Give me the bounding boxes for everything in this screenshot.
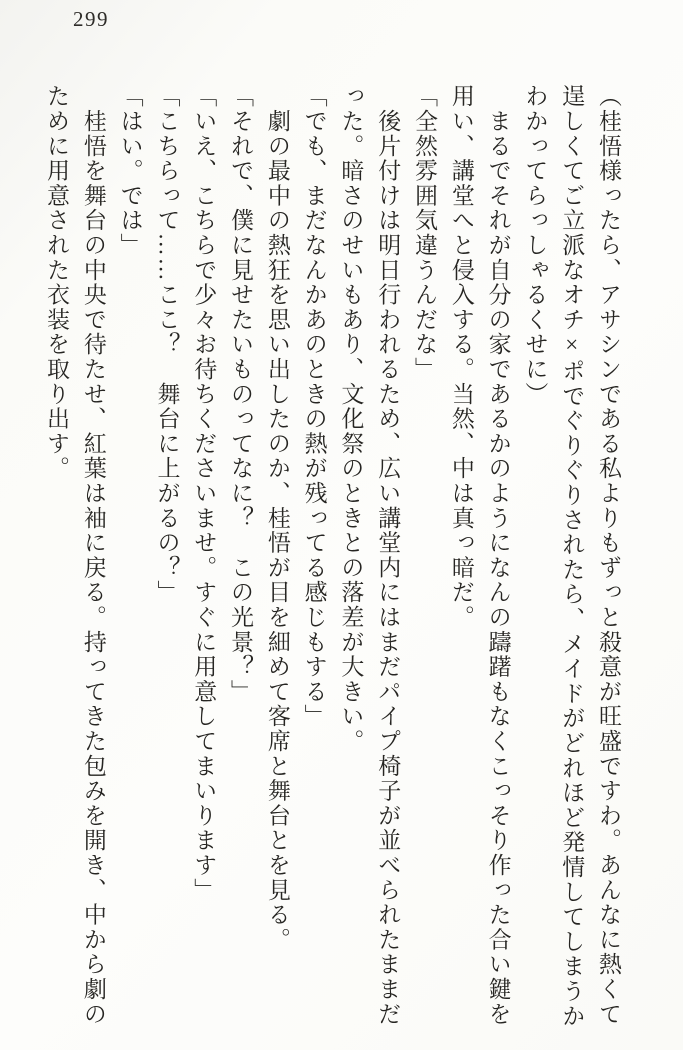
text-column-1: （桂悟様ったら、アサシンである私よりもずっと殺意が旺盛ですわ。あんなに熱くて <box>596 84 621 1027</box>
text-column-11: 「それで、僕に見せたいものってなに？ この光景？」 <box>228 84 254 704</box>
text-column-7: 後片付けは明日行われるため、広い講堂内にはまだパイプ椅子が並べられたままだ <box>375 84 401 1027</box>
text-column-14: 「はい。では」 <box>117 84 143 258</box>
text-column-2: 逞しくてご立派なオチ×ポでぐりぐりされたら、メイドがどれほど発情してしまうか <box>559 84 585 1029</box>
page-number: 299 <box>73 7 109 31</box>
text-column-5: 用い、講堂へと侵入する。当然、中は真っ暗だ。 <box>448 84 474 630</box>
text-column-9: 「でも、まだなんかあのときの熱が残ってる感じもする」 <box>301 84 327 729</box>
text-column-15: 桂悟を舞台の中央で待たせ、紅葉は袖に戻る。持ってきた包みを開き、中から劇の <box>80 84 106 1027</box>
text-column-6: 「全然雰囲気違うんだな」 <box>412 84 438 382</box>
page-text-block <box>37 84 626 1040</box>
text-column-8: った。暗さのせいもあり、文化祭のときとの落差が大きい。 <box>338 84 364 754</box>
text-column-3: わかってらっしゃるくせに） <box>522 84 548 407</box>
text-column-13: 「こちらって……ここ？ 舞台に上がるの？」 <box>154 84 180 605</box>
text-column-10: 劇の最中の熱狂を思い出したのか、桂悟が目を細めて客席と舞台とを見る。 <box>264 84 290 952</box>
text-column-12: 「いえ、こちらで少々お待ちくださいませ。すぐに用意してまいります」 <box>191 84 217 903</box>
text-column-16: ために用意された衣装を取り出す。 <box>44 84 70 481</box>
text-column-4: まるでそれが自分の家であるかのようになんの躊躇もなくこっそり作った合い鍵を <box>485 84 511 1027</box>
